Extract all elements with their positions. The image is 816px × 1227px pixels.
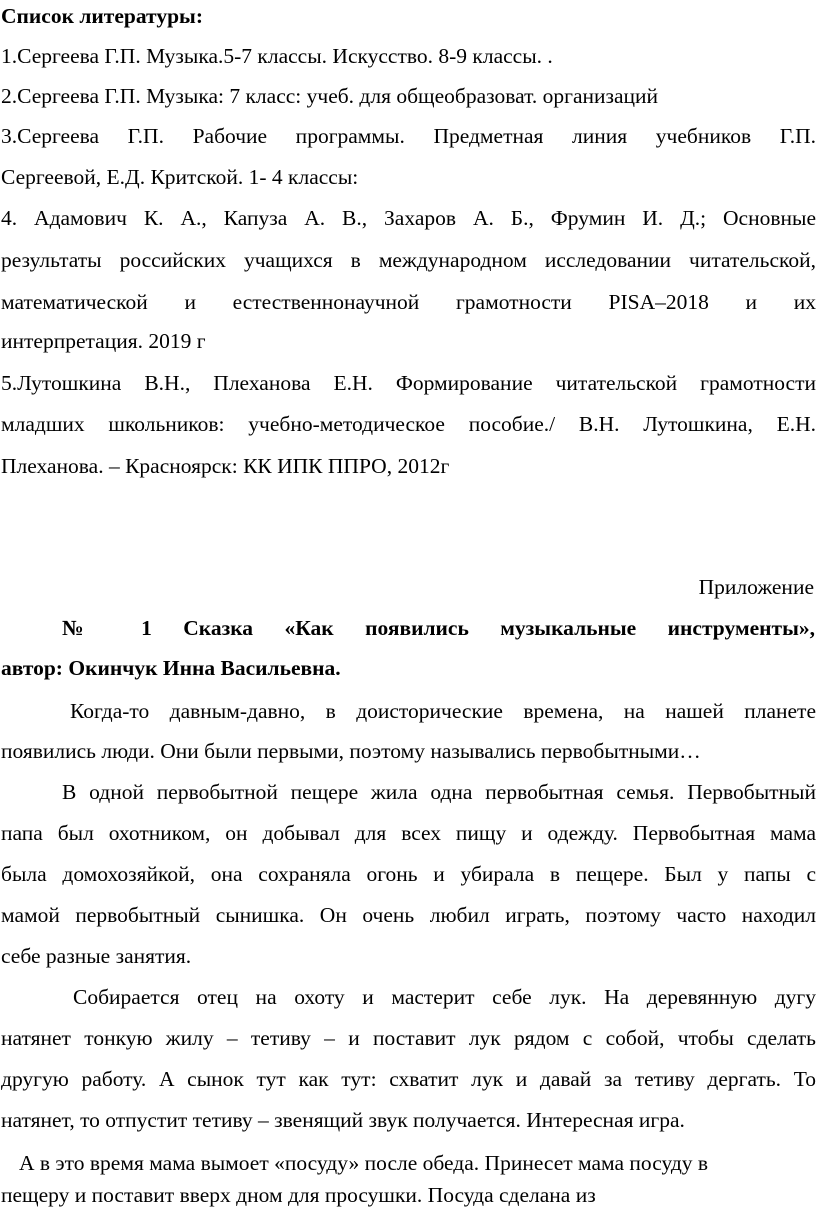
paragraph-4-line-1: А в это время мама вымоет «посуду» после обеда. Принесет мама посуду в [19,1151,709,1175]
paragraph-3-line-4: натянет, то отпустит тетиву – звенящий звук получается. Интересная игра. [1,1108,685,1132]
paragraph-2-line-3: была домохозяйкой, она сохраняла огонь и убирала в пещере. Был у папы с [1,862,816,886]
appendix-label: Приложение [698,575,814,599]
paragraph-3-line-2: натянет тонкую жилу – тетиву – и поставит лук рядом с собой, чтобы сделать [1,1026,816,1050]
paragraph-2-line-1: В одной первобытной пещере жила одна первобытная семья. Первобытный [62,780,816,804]
paragraph-3-line-3: другую работу. А сынок тут как тут: схватит лук и давай за тетиву дергать. То [1,1067,816,1091]
paragraph-2-line-4: мамой первобытный сынишка. Он очень любил играть, поэтому часто находил [1,903,816,927]
paragraph-2-line-2: папа был охотником, он добывал для всех пищу и одежду. Первобытная мама [1,821,816,845]
reference-5-line-1: 5.Лутошкина В.Н., Плеханова Е.Н. Формирование читательской грамотности [1,371,816,395]
reference-1: 1.Сергеева Г.П. Музыка.5-7 классы. Искусство. 8-9 классы. . [1,44,553,68]
reference-5-line-3: Плеханова. – Красноярск: КК ИПК ППРО, 2012г [1,454,450,478]
paragraph-3-line-1: Собирается отец на охоту и мастерит себе лук. На деревянную дугу [73,985,816,1009]
reference-2: 2.Сергеева Г.П. Музыка: 7 класс: учеб. для общеобразоват. организаций [1,84,659,108]
reference-4-line-3: математической и естественнонаучной грамотности PISA–2018 и их [1,290,816,314]
reference-4-line-1: 4. Адамович К. А., Капуза А. В., Захаров А. Б., Фрумин И. Д.; Основные [1,206,816,230]
reference-4-line-2: результаты российских учащихся в международном исследовании читательской, [1,248,816,272]
paragraph-1-line-1: Когда-то давным-давно, в доисторические времена, на нашей планете [70,699,816,723]
tale-title-line-2: автор: Окинчук Инна Васильевна. [1,656,341,680]
reference-3-line-2: Сергеевой, Е.Д. Критской. 1- 4 классы: [1,165,359,189]
paragraph-2-line-5: себе разные занятия. [1,944,192,968]
reference-4-line-4: интерпретация. 2019 г [1,329,206,353]
paragraph-4-line-2: пещеру и поставит вверх дном для просушки. Посуда сделана из [1,1183,596,1207]
reference-3-line-1: 3.Сергеева Г.П. Рабочие программы. Предметная линия учебников Г.П. [1,124,816,148]
reference-5-line-2: младших школьников: учебно-методическое пособие./ В.Н. Лутошкина, Е.Н. [1,412,816,436]
paragraph-1-line-2: появились люди. Они были первыми, поэтому назывались первобытными… [1,739,701,763]
tale-title-line-1: № 1 Сказка «Как появились музыкальные инструменты», [62,616,815,640]
references-title: Список литературы: [1,4,203,28]
